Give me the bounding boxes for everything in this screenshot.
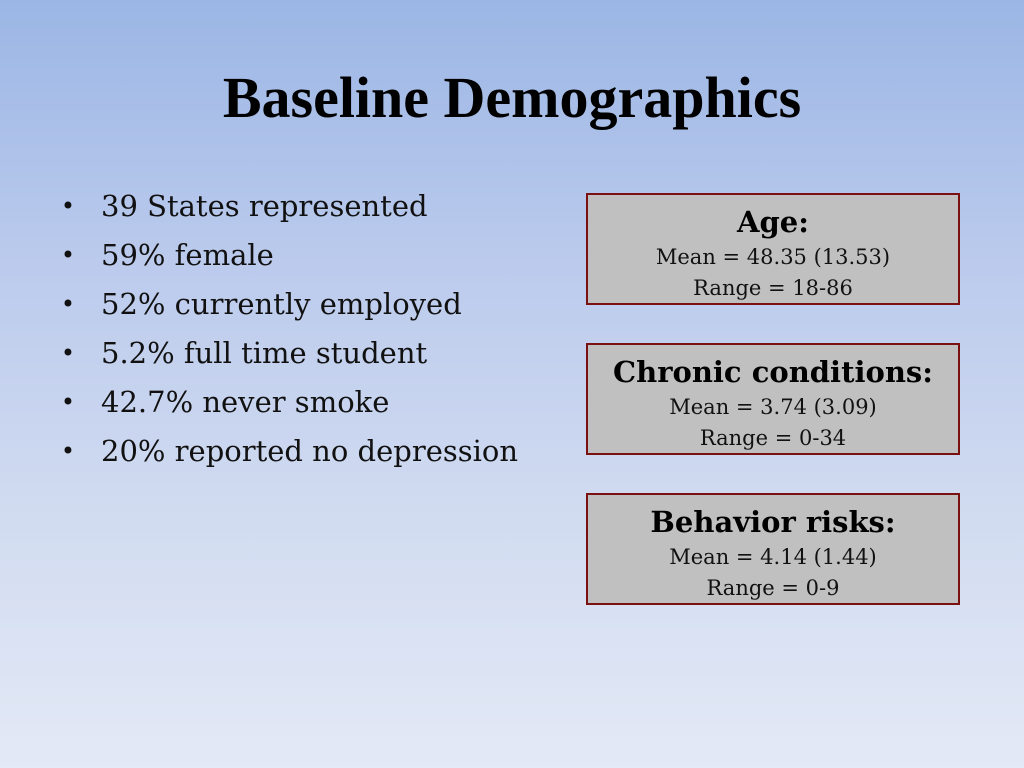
bullet-item [58, 231, 578, 280]
chronic-conditions-mean: Mean = 3.74 (3.09) [669, 395, 877, 419]
bullet-text: 5.2% full time student [101, 336, 428, 370]
behavior-risks-heading: Behavior risks: [650, 505, 896, 539]
chronic-conditions-heading: Chronic conditions: [613, 355, 933, 389]
bullet-text: 20% reported no depression [101, 434, 519, 468]
chronic-conditions-range: Range = 0-34 [699, 426, 847, 450]
bullet-icon: • [60, 192, 76, 220]
bullet-item [58, 427, 578, 476]
bullet-item [58, 329, 578, 378]
bullet-item [58, 182, 578, 231]
slide-title: Baseline Demographics [222, 65, 802, 130]
bullet-icon: • [60, 437, 76, 465]
age-range: Range = 18-86 [693, 276, 853, 300]
bullet-list [58, 182, 578, 476]
bullet-icon: • [60, 241, 76, 269]
behavior-risks-stat-box [586, 493, 960, 605]
age-heading: Age: [737, 205, 809, 239]
bullet-icon: • [60, 388, 76, 416]
bullet-icon: • [60, 339, 76, 367]
behavior-risks-range: Range = 0-9 [706, 576, 840, 600]
chronic-conditions-stat-box [586, 343, 960, 455]
bullet-text: 42.7% never smoke [101, 385, 390, 419]
age-stat-box [586, 193, 960, 305]
bullet-text: 52% currently employed [101, 287, 462, 321]
bullet-icon: • [60, 290, 76, 318]
age-mean: Mean = 48.35 (13.53) [655, 245, 891, 269]
bullet-item [58, 280, 578, 329]
bullet-text: 59% female [101, 238, 274, 272]
bullet-item [58, 378, 578, 427]
behavior-risks-mean: Mean = 4.14 (1.44) [669, 545, 877, 569]
bullet-text: 39 States represented [101, 189, 428, 223]
